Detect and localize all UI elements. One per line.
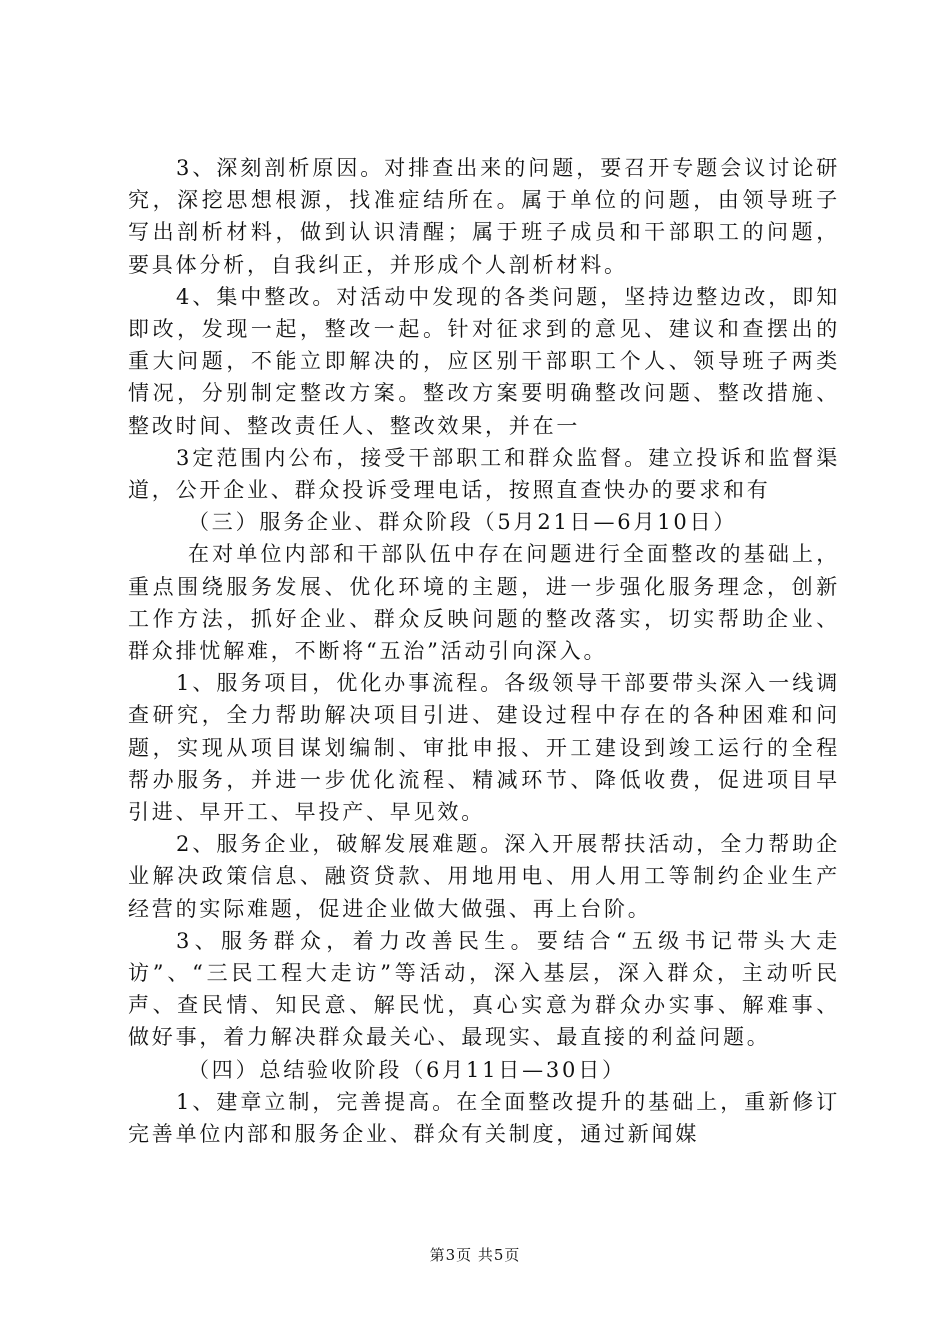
paragraph-service-projects: 1、服务项目，优化办事流程。各级领导干部要带头深入一线调查研究，全力帮助解决项目引进、建设过程中存在的各种困难和问题，实现从项目谋划编制、审批申报、开工建设到竣工运行的全程帮办服务，并进一步优化流程、精减环节、降低收费，促进项目早引进、早开工、早投产、早见效。 [128, 671, 840, 825]
paragraph-service-stage-intro: 在对单位内部和干部队伍中存在问题进行全面整改的基础上，重点围绕服务发展、优化环境的主题，进一步强化服务理念，创新工作方法，抓好企业、群众反映问题的整改落实，切实帮助企业、群众排忧解难，不断将“五治”活动引向深入。 [128, 542, 840, 664]
paragraph-deep-analysis: 3、深刻剖析原因。对排查出来的问题，要召开专题会议讨论研究，深挖思想根源，找准症结所在。属于单位的问题，由领导班子写出剖析材料，做到认识清醒；属于班子成员和干部职工的问题，要具体分析，自我纠正，并形成个人剖析材料。 [128, 156, 840, 277]
paragraph-service-enterprises: 2、服务企业，破解发展难题。深入开展帮扶活动，全力帮助企业解决政策信息、融资贷款、用地用电、用人用工等制约企业生产经营的实际难题，促进企业做大做强、再上台阶。 [128, 832, 840, 921]
paragraph-institution-building: 1、建章立制，完善提高。在全面整改提升的基础上，重新修订完善单位内部和服务企业、群众有关制度，通过新闻媒 [128, 1089, 840, 1147]
section-heading-summary-stage: （四）总结验收阶段（6月11日—30日） [188, 1057, 626, 1082]
page-number-footer: 第3页 共5页 [429, 1246, 521, 1264]
section-heading-service-stage: （三）服务企业、群众阶段（5月21日—6月10日） [188, 510, 738, 535]
paragraph-public-supervision: 3定范围内公布，接受干部职工和群众监督。建立投诉和监督渠道，公开企业、群众投诉受理电话，按照直查快办的要求和有 [128, 445, 840, 503]
document-body [128, 152, 840, 1150]
paragraph-service-masses: 3、服务群众，着力改善民生。要结合“五级书记带头大走访”、“三民工程大走访”等活动，深入基层，深入群众，主动听民声、查民情、知民意、解民忧，真心实意为群众办实事、解难事、做好事，着力解决群众最关心、最现实、最直接的利益问题。 [128, 928, 840, 1050]
paragraph-concentrated-rectification: 4、集中整改。对活动中发现的各类问题，坚持边整边改，即知即改，发现一起，整改一起。针对征求到的意见、建议和查摆出的重大问题，不能立即解决的，应区别干部职工个人、领导班子两类情况，分别制定整改方案。整改方案要明确整改问题、整改措施、整改时间、整改责任人、整改效果，并在一 [128, 284, 840, 438]
